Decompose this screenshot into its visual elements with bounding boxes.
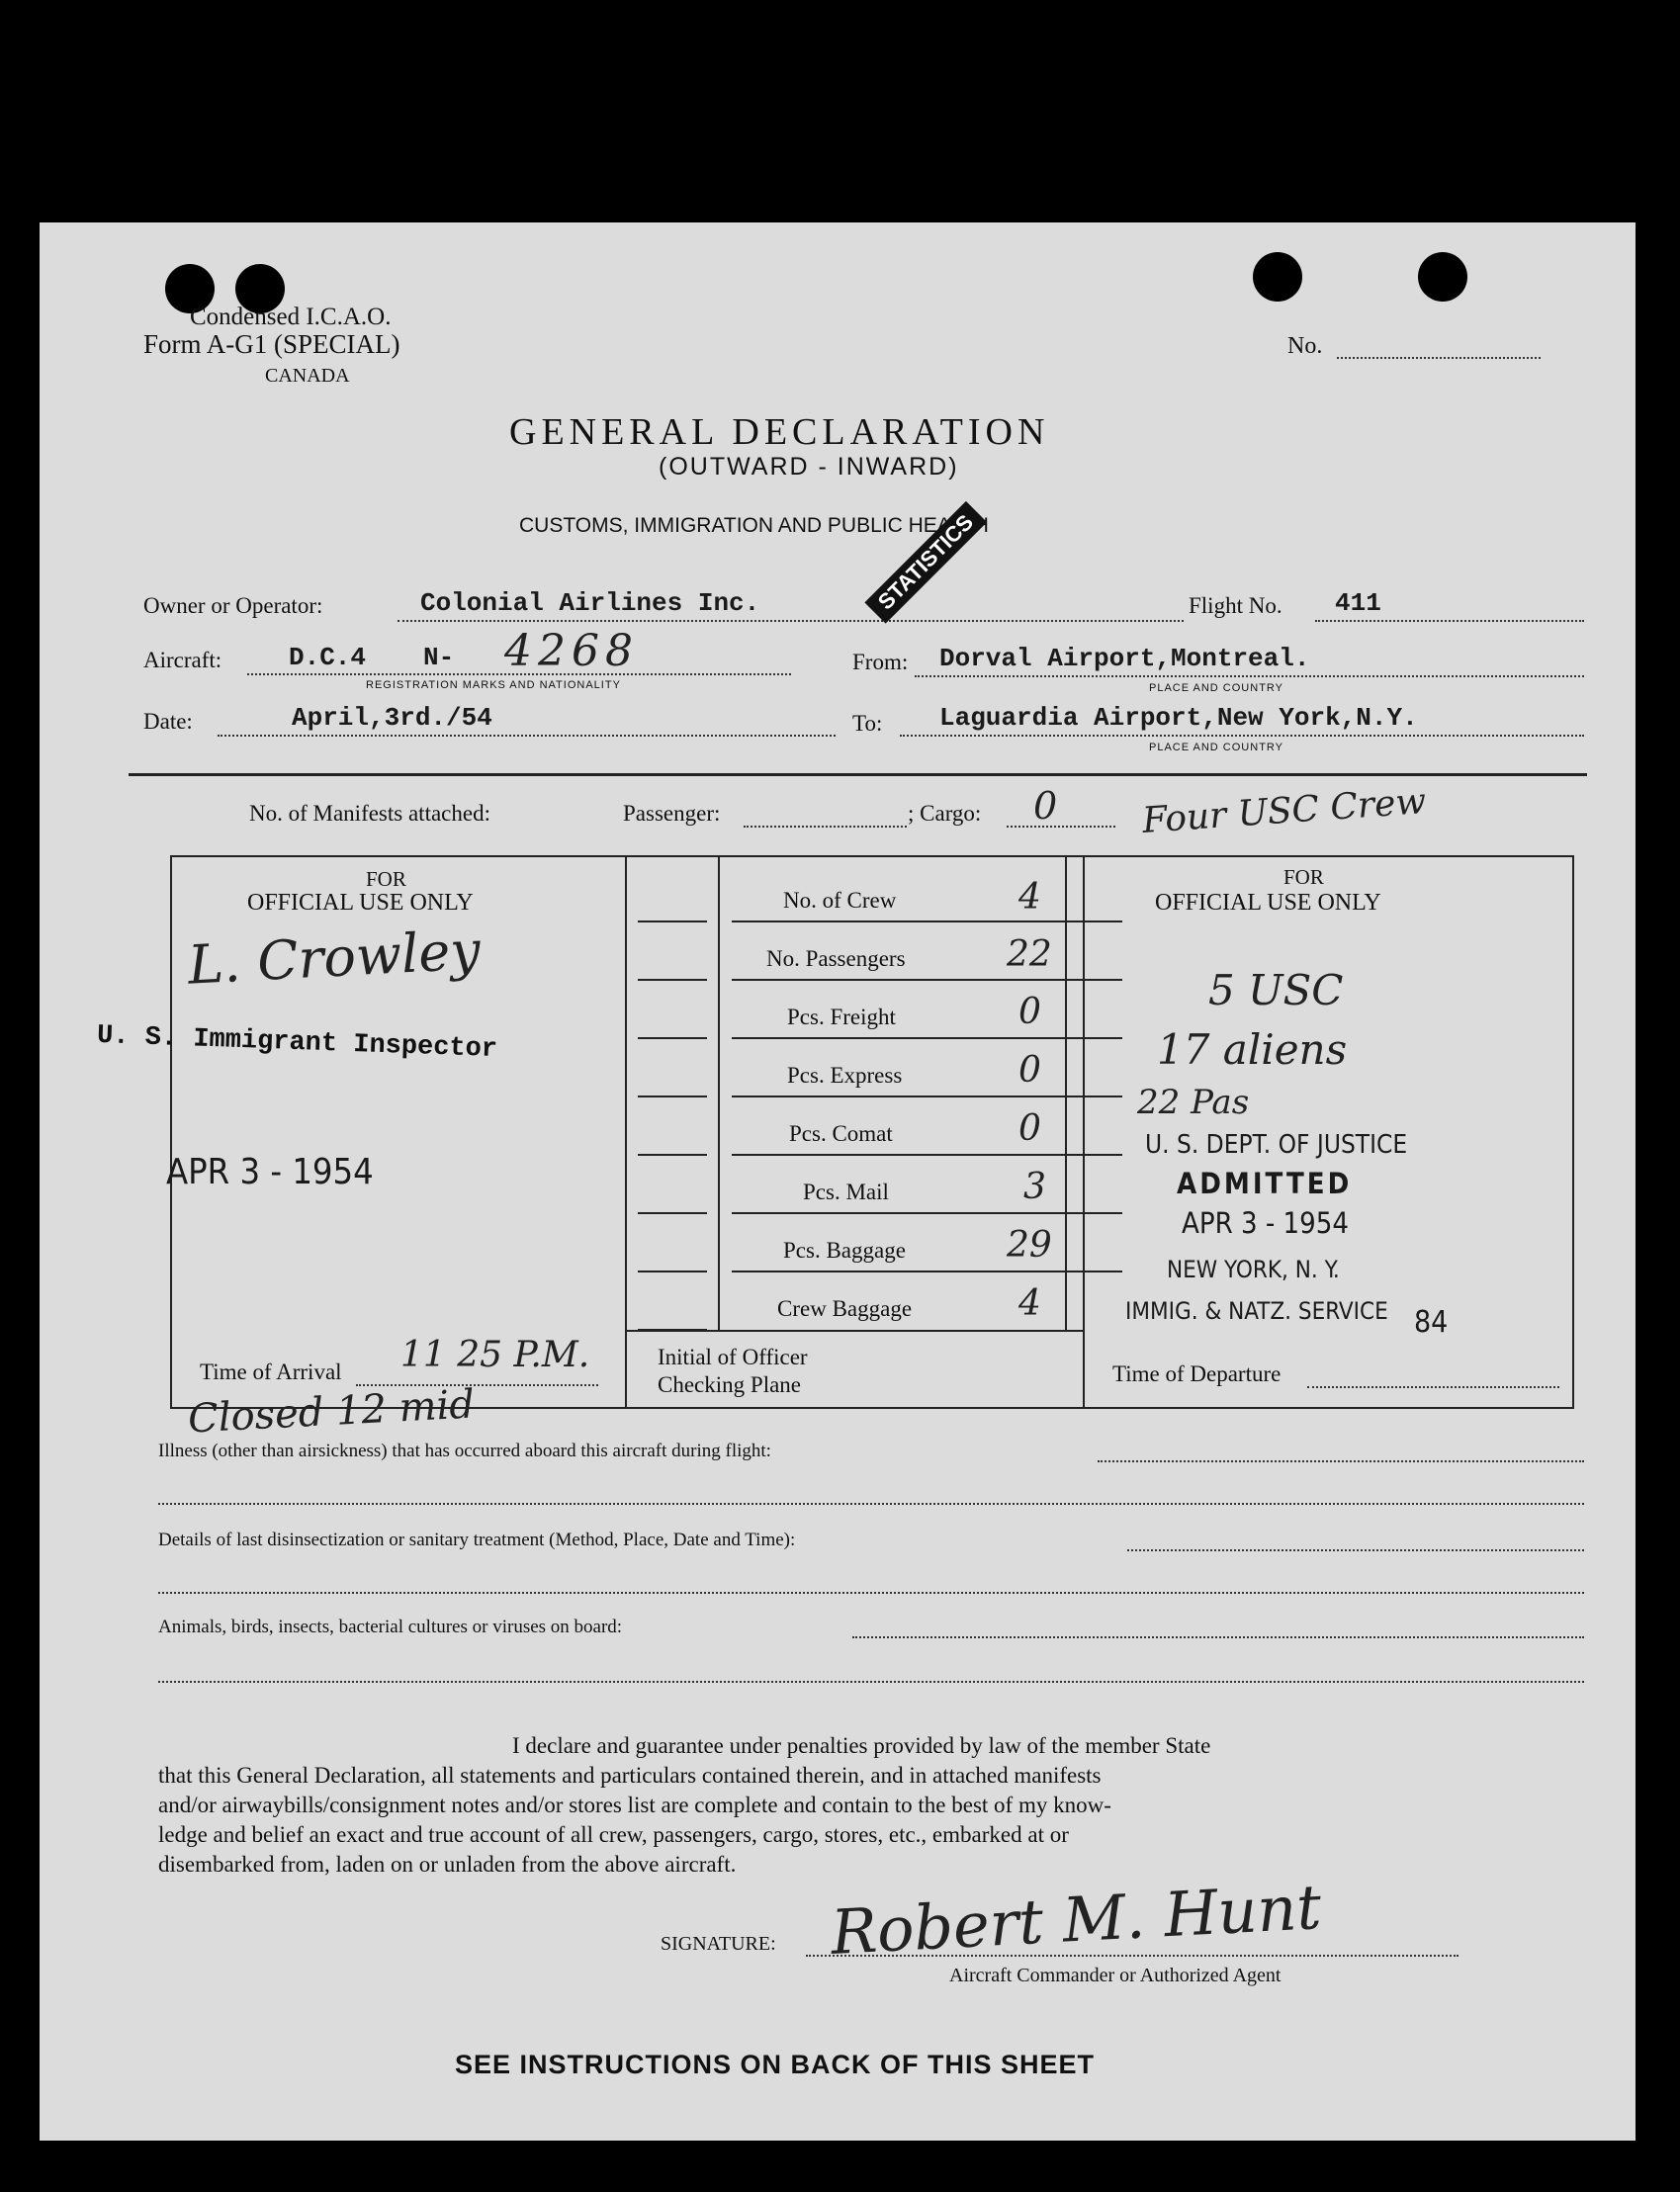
from-label: From: <box>852 650 909 674</box>
disinsection-label: Details of last disinsectization or sanitary treatment (Method, Place, Date and Time): <box>158 1530 796 1550</box>
table-divider <box>1083 855 1085 1409</box>
manifests-passenger-label: Passenger: <box>623 801 721 826</box>
time-arrival-label: Time of Arrival <box>200 1359 342 1384</box>
declaration-line-2: that this General Declaration, all statements and particulars contained therein, and in attached manifests <box>158 1763 1102 1788</box>
row-label-passengers: No. Passengers <box>766 946 906 971</box>
row-rule <box>732 1154 1122 1156</box>
manifests-cargo-field <box>1007 826 1115 828</box>
row-value-comat[interactable]: 0 <box>1018 1108 1041 1149</box>
header-divider <box>129 773 1587 776</box>
right-note-usc: 5 USC <box>1208 966 1344 1014</box>
row-value-express[interactable]: 0 <box>1018 1050 1041 1091</box>
owner-field-line <box>398 620 1184 622</box>
table-divider <box>718 855 720 1330</box>
punch-hole <box>1253 252 1302 302</box>
manifests-cargo-label: ; Cargo: <box>908 801 982 826</box>
row-label-mail: Pcs. Mail <box>803 1180 889 1204</box>
declaration-line-1: I declare and guarantee under penalties provided by law of the member State <box>512 1733 1211 1758</box>
admitted-stamp-line-2: ADMITTED <box>1177 1167 1353 1200</box>
disinsection-field-line-2[interactable] <box>158 1592 1584 1594</box>
initial-dash <box>638 1037 707 1039</box>
manifests-passenger-field[interactable] <box>744 826 907 828</box>
row-rule <box>732 1096 1122 1097</box>
row-value-crew-baggage[interactable]: 4 <box>1018 1283 1041 1324</box>
initial-dash <box>638 1096 707 1097</box>
aircraft-type[interactable]: D.C.4 <box>289 643 367 672</box>
declaration-page <box>40 222 1636 2141</box>
date-value[interactable]: April,3rd./54 <box>292 703 492 733</box>
illness-label: Illness (other than airsickness) that has occurred aboard this aircraft during flight: <box>158 1441 771 1461</box>
initial-dash <box>638 1271 707 1272</box>
time-departure-label: Time of Departure <box>1112 1361 1282 1386</box>
admitted-stamp-line-3: APR 3 - 1954 <box>1182 1206 1349 1240</box>
initial-dash <box>638 921 707 922</box>
owner-value[interactable]: Colonial Airlines Inc. <box>420 588 760 618</box>
row-label-comat: Pcs. Comat <box>789 1121 893 1146</box>
initial-dash <box>638 1329 707 1331</box>
date-field-line <box>218 735 836 737</box>
aircraft-reg-prefix: N- <box>423 643 455 672</box>
manifests-cargo-value[interactable]: 0 <box>1033 784 1058 828</box>
time-arrival-value[interactable]: 11 25 P.M. <box>400 1335 590 1375</box>
table-divider <box>625 855 627 1409</box>
row-value-crew[interactable]: 4 <box>1018 877 1041 918</box>
inspector-stamp: U. S. Immigrant Inspector <box>96 1020 498 1066</box>
illness-field-line-2[interactable] <box>158 1503 1584 1505</box>
from-field-line <box>915 675 1584 677</box>
footer-instructions: SEE INSTRUCTIONS ON BACK OF THIS SHEET <box>455 2050 1096 2079</box>
statistics-stamp: STATISTICS <box>864 501 987 624</box>
date-label: Date: <box>143 709 193 734</box>
declaration-line-3: and/or airwaybills/consignment notes and/or stores list are complete and contain to the best of my know- <box>158 1793 1111 1817</box>
page-subtitle: (OUTWARD - INWARD) <box>659 453 959 481</box>
flight-label: Flight No. <box>1189 593 1282 618</box>
row-rule <box>732 1037 1122 1039</box>
row-rule <box>732 1271 1122 1272</box>
page-subhead: CUSTOMS, IMMIGRATION AND PUBLIC HEALTH <box>519 514 989 537</box>
row-label-crew-baggage: Crew Baggage <box>777 1296 913 1321</box>
number-field[interactable] <box>1337 357 1541 359</box>
row-label-freight: Pcs. Freight <box>787 1005 896 1029</box>
right-official-for: FOR <box>1283 865 1324 889</box>
admitted-stamp-line-5: IMMIG. & NATZ. SERVICE <box>1125 1297 1388 1325</box>
signature-label: SIGNATURE: <box>661 1933 776 1955</box>
punch-hole <box>1418 252 1467 302</box>
row-label-crew: No. of Crew <box>783 888 897 913</box>
flight-field-line <box>1315 620 1584 622</box>
officer-signature: L. Crowley <box>186 919 483 997</box>
to-label: To: <box>852 711 883 736</box>
admitted-stamp-line-1: U. S. DEPT. OF JUSTICE <box>1145 1130 1408 1160</box>
number-label: No. <box>1287 333 1323 359</box>
row-label-baggage: Pcs. Baggage <box>783 1238 906 1263</box>
initial-dash <box>638 979 707 981</box>
closed-note: Closed 12 mid <box>186 1381 476 1443</box>
declaration-line-4: ledge and belief an exact and true account of all crew, passengers, cargo, stores, etc., embarked at or <box>158 1822 1069 1847</box>
initial-officer-line-2: Checking Plane <box>658 1372 801 1397</box>
flight-value[interactable]: 411 <box>1335 588 1381 618</box>
initial-dash <box>638 1154 707 1156</box>
left-official-label: OFFICIAL USE ONLY <box>247 890 474 916</box>
initial-officer-line-1: Initial of Officer <box>658 1345 808 1369</box>
row-value-mail[interactable]: 3 <box>1023 1167 1046 1207</box>
arrival-date-stamp: APR 3 - 1954 <box>166 1152 374 1192</box>
aircraft-label: Aircraft: <box>143 648 222 672</box>
row-value-passengers[interactable]: 22 <box>1007 934 1052 975</box>
initial-dash <box>638 1212 707 1214</box>
place-caption-from: PLACE AND COUNTRY <box>1149 682 1283 694</box>
row-value-baggage[interactable]: 29 <box>1007 1225 1052 1266</box>
animals-label: Animals, birds, insects, bacterial cultures or viruses on board: <box>158 1617 623 1637</box>
manifests-note: Four USC Crew <box>1140 781 1428 841</box>
to-field-line <box>900 735 1584 737</box>
place-caption-to: PLACE AND COUNTRY <box>1149 742 1283 753</box>
row-rule <box>732 979 1122 981</box>
illness-field[interactable] <box>1098 1460 1584 1462</box>
registration-caption: REGISTRATION MARKS AND NATIONALITY <box>366 679 621 691</box>
left-official-for: FOR <box>366 867 406 891</box>
animals-field[interactable] <box>852 1636 1584 1638</box>
form-line-2: Form A-G1 (SPECIAL) <box>143 329 400 359</box>
right-official-label: OFFICIAL USE ONLY <box>1155 890 1381 916</box>
to-value[interactable]: Laguardia Airport,New York,N.Y. <box>939 703 1418 733</box>
aircraft-reg-number[interactable]: 4268 <box>504 626 639 676</box>
row-value-freight[interactable]: 0 <box>1018 992 1041 1032</box>
form-line-3: CANADA <box>265 365 350 387</box>
disinsection-field[interactable] <box>1127 1549 1584 1551</box>
row-label-express: Pcs. Express <box>787 1063 903 1088</box>
table-divider <box>1065 855 1067 1330</box>
owner-label: Owner or Operator: <box>143 593 323 618</box>
row-rule <box>732 921 1122 922</box>
right-note-pas: 22 Pas <box>1137 1083 1250 1122</box>
manifests-label: No. of Manifests attached: <box>249 801 490 826</box>
time-departure-field[interactable] <box>1307 1386 1559 1388</box>
admitted-stamp-line-4: NEW YORK, N. Y. <box>1167 1256 1340 1283</box>
animals-field-line-2[interactable] <box>158 1681 1584 1683</box>
declaration-line-5: disembarked from, laden on or unladen from the above aircraft. <box>158 1852 737 1877</box>
page-title: GENERAL DECLARATION <box>509 411 1050 453</box>
admitted-stamp-number: 84 <box>1414 1305 1449 1340</box>
from-value[interactable]: Dorval Airport,Montreal. <box>939 644 1310 673</box>
signature-caption: Aircraft Commander or Authorized Agent <box>949 1965 1282 1986</box>
row-rule <box>732 1212 1122 1214</box>
commander-signature[interactable]: Robert M. Hunt <box>829 1871 1323 1969</box>
right-note-aliens: 17 aliens <box>1157 1025 1348 1074</box>
form-line-1: Condensed I.C.A.O. <box>190 304 392 330</box>
